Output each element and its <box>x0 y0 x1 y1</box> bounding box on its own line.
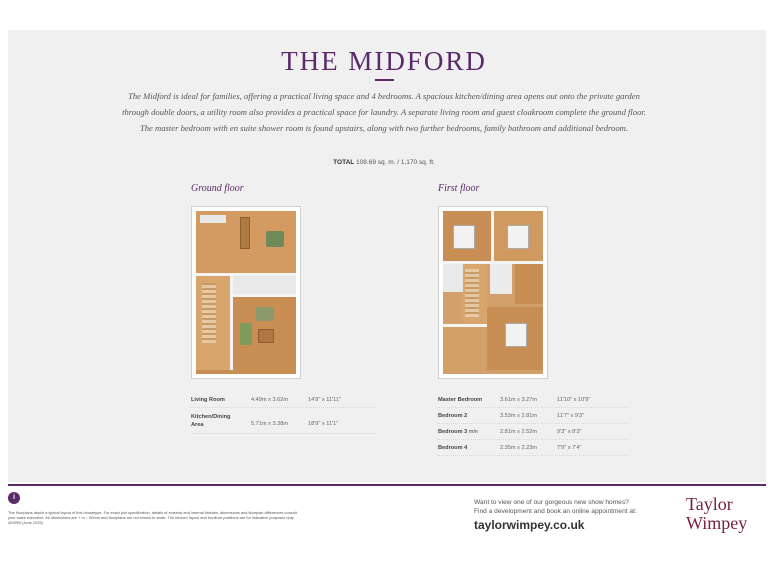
room-note: min <box>468 429 478 435</box>
ground-floor-title: Ground floor <box>191 183 244 194</box>
intro-line: The master bedroom with en suite shower room is found upstairs, along with two further bedrooms, family bathroom and additional bedroom. <box>139 123 629 133</box>
room-name: Living Room <box>191 397 225 403</box>
bed <box>453 225 475 249</box>
bed <box>505 323 527 347</box>
logo-line: Wimpey <box>686 513 748 533</box>
footer-divider <box>8 484 766 486</box>
room-name: Master Bedroom <box>438 397 483 403</box>
room-imperial: 14'9" x 11'11" <box>308 397 341 403</box>
coffee-table <box>258 329 274 343</box>
first-floor-plan-drawing <box>443 211 543 374</box>
room-imperial: 11'7" x 9'3" <box>557 413 585 419</box>
room-metric: 2.81m x 2.52m <box>500 429 537 435</box>
room-name: Kitchen/Dining Area <box>191 414 231 428</box>
cta-text <box>474 498 637 516</box>
room-row <box>191 395 376 408</box>
armchair <box>256 307 274 321</box>
page-title: THE MIDFORD <box>281 46 487 76</box>
website-link[interactable]: taylorwimpey.co.uk <box>474 518 585 532</box>
room-metric: 2.35m x 2.23m <box>500 445 537 451</box>
room-imperial: 7'9" x 7'4" <box>557 445 582 451</box>
total-value: 108.69 sq. m. / 1,170 sq. ft. <box>356 159 435 166</box>
title-divider <box>375 79 394 81</box>
room-imperial: 11'10" x 10'9" <box>557 397 591 403</box>
ground-floor-plan <box>191 206 301 379</box>
staircase <box>202 283 216 343</box>
room-row <box>438 395 628 408</box>
room-row <box>438 427 628 440</box>
total-label: TOTAL <box>333 159 355 166</box>
ground-floor-room-list <box>191 395 376 437</box>
study-area <box>443 327 479 370</box>
room-row <box>191 411 376 434</box>
taylor-wimpey-logo <box>686 495 747 533</box>
disclaimer-text: The floorplans depict a typical layout of this housetype. For exact plot specification, details of external and internal finishes, dimensions and floorplan differences consult your sales executive. All dimensions are + or – 50mm and floorplans are not shown to scale. The kitchen layout and furniture positions are for indicative purposes only. 429990 (June 2025) <box>8 510 297 525</box>
room-row <box>438 443 628 456</box>
first-floor-room-list <box>438 395 628 459</box>
room-metric: 3.53m x 2.81m <box>500 413 537 419</box>
total-area <box>0 159 768 166</box>
utility-room <box>233 276 296 294</box>
room-metric: 5.71m x 3.38m <box>251 421 288 427</box>
intro-text <box>40 88 728 136</box>
dining-table <box>240 217 250 249</box>
room-metric: 4.49m x 3.62m <box>251 397 288 403</box>
intro-line: The Midford is ideal for families, offering a practical living space and 4 bedrooms. A spacious kitchen/dining area opens out onto the private garden <box>128 91 640 101</box>
first-floor-plan <box>438 206 548 379</box>
info-icon: i <box>8 492 20 504</box>
room-name: Bedroom 2 <box>438 413 468 419</box>
intro-line: through double doors, a utility room also provides a practical space for laundry. A separate living room and guest cloakroom complete the ground floor. <box>122 107 646 117</box>
sofa <box>240 323 252 345</box>
kitchen-counter <box>200 215 226 223</box>
first-floor-title: First floor <box>438 183 480 194</box>
room-name <box>438 429 478 435</box>
room-row <box>438 411 628 424</box>
ground-floor-plan-drawing <box>196 211 296 374</box>
cta-line: Find a development and book an online appointment at: <box>474 508 637 515</box>
bathroom <box>490 264 512 294</box>
room-imperial: 18'9" x 11'1" <box>308 421 339 427</box>
staircase <box>465 269 479 317</box>
sofa <box>266 231 284 247</box>
room-name: Bedroom 4 <box>438 445 468 451</box>
bed <box>507 225 529 249</box>
room-imperial: 9'3" x 8'3" <box>557 429 582 435</box>
bedroom-4 <box>515 264 543 304</box>
room-name-text: Bedroom 3 <box>438 429 468 435</box>
room-metric: 3.61m x 3.27m <box>500 397 537 403</box>
logo-line: Taylor <box>686 494 733 514</box>
en-suite <box>443 264 463 292</box>
cta-line: Want to view one of our gorgeous new show homes? <box>474 499 629 506</box>
